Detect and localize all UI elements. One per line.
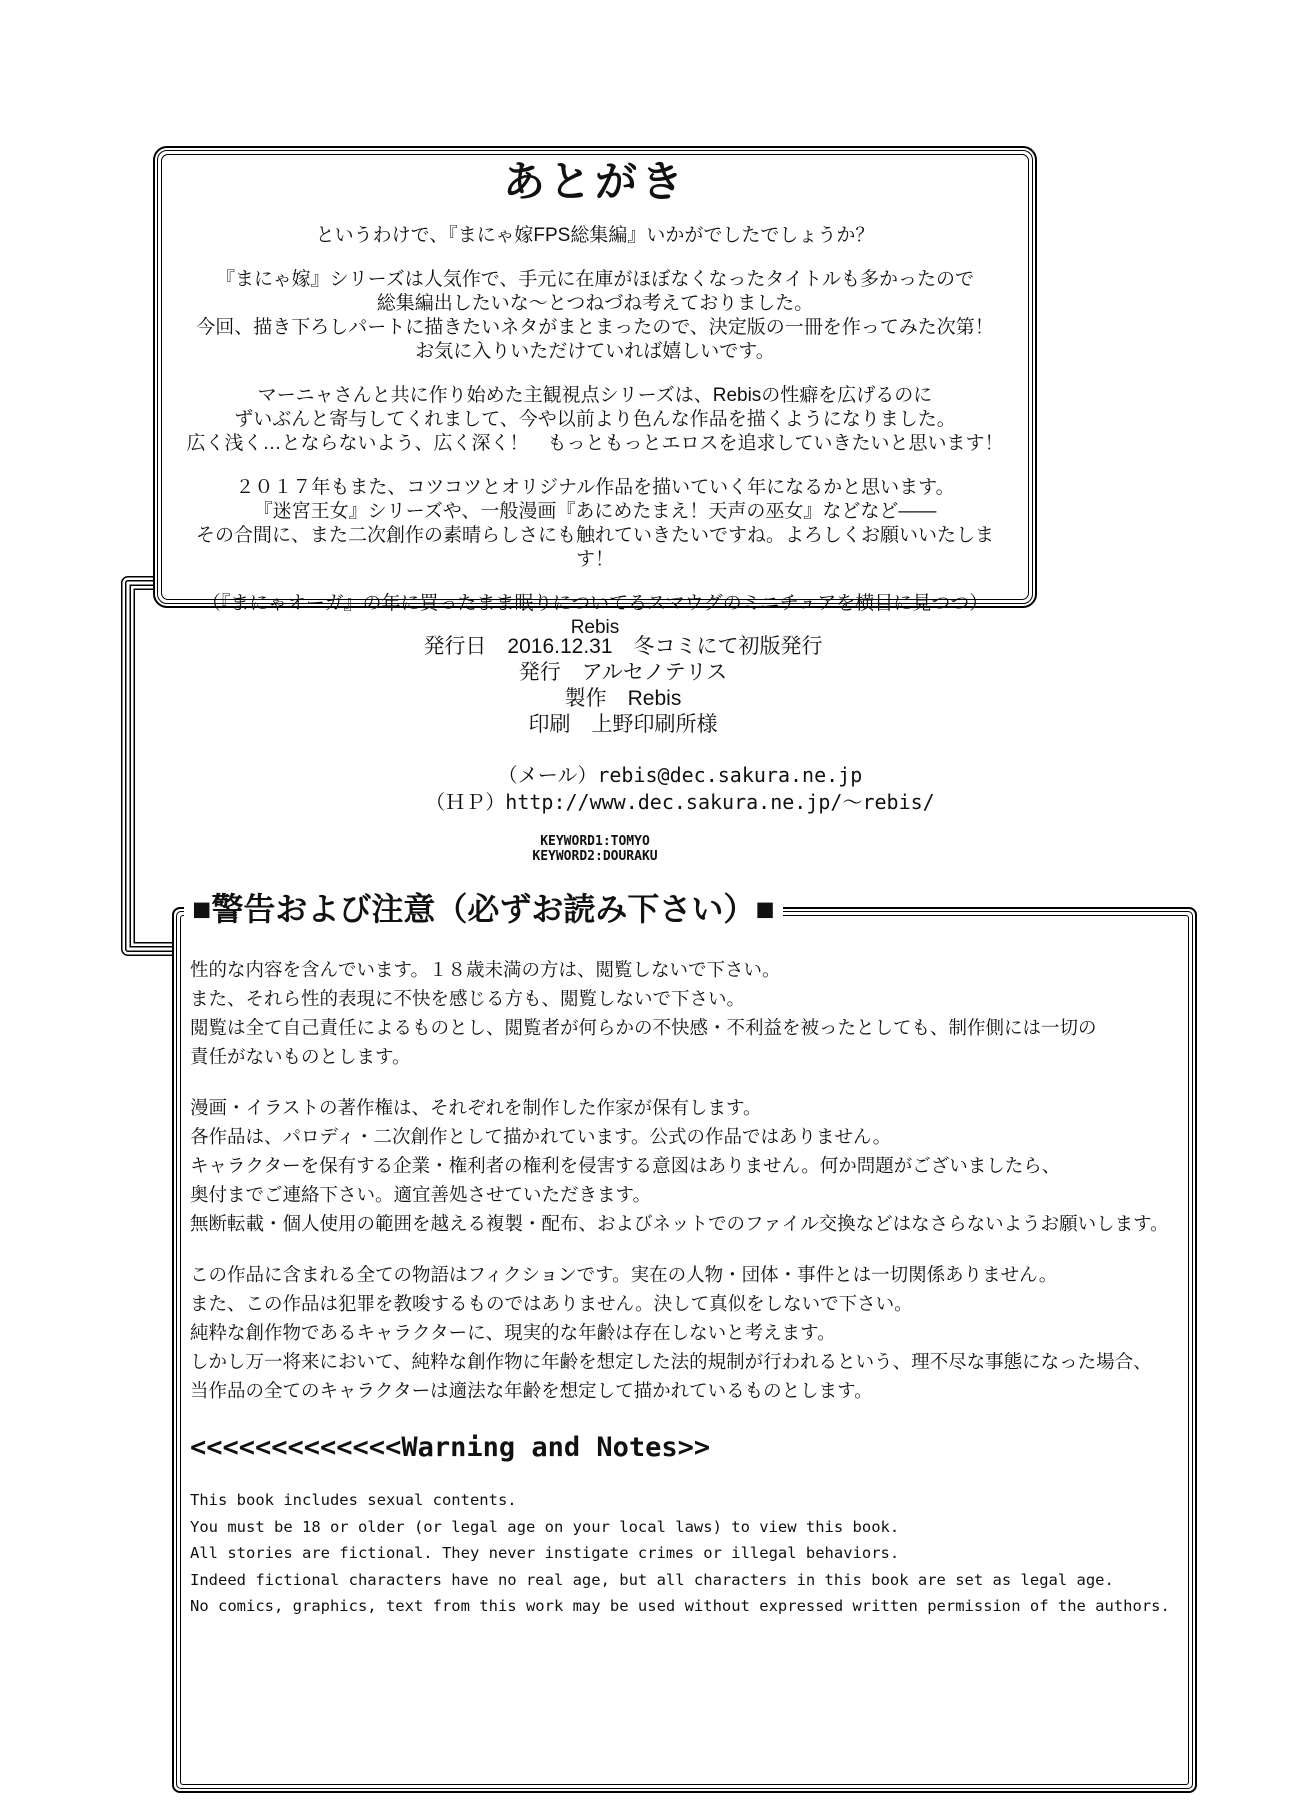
warning-en-line: All stories are fictional. They never instigate crimes or illegal behaviors. [190, 1544, 900, 1562]
warning-en-line: Indeed fictional characters have no real age, but all characters in this book are set as legal age. [190, 1570, 1114, 1589]
warning-line: 無断転載・個人使用の範囲を越える複製・配布、およびネットでのファイル交換などはなさらないようお願いします。 [190, 1213, 1169, 1234]
colophon [153, 634, 1037, 864]
keyword-line: KEYWORD1:TOMYO [540, 834, 650, 849]
warning-paragraph [190, 955, 1183, 1071]
warning-line: 純粋な創作物であるキャラクターに、現実的な年齢は存在しないと考えます。 [190, 1322, 836, 1343]
warning-box [172, 891, 1197, 1793]
warning-line: また、それら性的表現に不快を感じる方も、閲覧しないで下さい。 [190, 988, 746, 1009]
afterword-line: というわけで、『まにゃ嫁FPS総集編』いかがでしたでしょうか？ [315, 225, 875, 246]
afterword-paragraph [179, 224, 1011, 248]
afterword-line: ずいぶんと寄与してくれまして、今や以前より色んな作品を描くようになりました。 [234, 409, 956, 430]
warning-line: この作品に含まれる全ての物語はフィクションです。実在の人物・団体・事件とは一切関係ありません。 [190, 1264, 1058, 1285]
warning-en-line: No comics, graphics, text from this work may be used without expressed written permission of the authors. [190, 1597, 1170, 1615]
warning-line: キャラクターを保有する企業・権利者の権利を侵害する意図はありません。何か問題がございましたら、 [190, 1155, 1061, 1176]
printer-line: 印刷 上野印刷所様 [528, 713, 718, 736]
production-line: 製作 Rebis [564, 687, 682, 710]
afterword-line: 『まにゃ嫁』シリーズは人気作で、手元に在庫がほぼなくなったタイトルも多かったので [216, 269, 974, 290]
afterword-line: マーニャさんと共に作り始めた主観視点シリーズは、Rebisの性癖を広げるのに [257, 385, 933, 406]
afterword-line: 総集編出したいな〜とつねづね考えておりました。 [376, 293, 814, 314]
warning-line: 各作品は、パロディ・二次創作として描かれています。公式の作品ではありません。 [190, 1126, 892, 1147]
publication-date-line: 発行日 2016.12.31 冬コミにて初版発行 [423, 635, 823, 658]
keyword-line: KEYWORD2:DOURAKU [532, 849, 658, 864]
warning-line: 閲覧は全て自己責任によるものとし、閲覧者が何らかの不快感・不利益を被ったとしても、制作側には一切の [190, 1017, 1097, 1038]
warning-line: 性的な内容を含んでいます。１８歳未満の方は、閲覧しないで下さい。 [190, 959, 781, 980]
warning-line: また、この作品は犯罪を教唆するものではありません。決して真似をしないで下さい。 [190, 1293, 913, 1314]
afterword-line: 今回、描き下ろしパートに描きたいネタがまとまったので、決定版の一冊を作ってみた次第！ [196, 317, 994, 338]
warning-line: しかし万一将来において、純粋な創作物に年齢を想定した法的規制が行われるという、理不尽な事態になった場合、 [190, 1351, 1152, 1372]
afterword-line: 広く浅く…とならないよう、広く深く！ もっともっとエロスを追求していきたいと思います！ [186, 433, 1004, 454]
afterword-paragraph [179, 592, 1011, 640]
warning-paragraph [190, 1093, 1183, 1238]
publisher-line: 発行 アルセノテリス [518, 661, 728, 684]
afterword-paragraph [179, 476, 1011, 572]
publication-info [181, 634, 1065, 738]
keywords [153, 834, 1037, 864]
warning-body [174, 909, 1195, 1620]
warning-line: 奥付までご連絡下さい。適宜善処させていただきます。 [190, 1184, 652, 1205]
afterword-paragraph [179, 384, 1011, 456]
afterword-box [153, 146, 1037, 638]
afterword-signature-line: （『まにゃオーガ』の年に買ったまま眠りについてるスマウグのミニチュアを横目に見つつ）Rebis [201, 593, 989, 638]
warning-en-paragraph [190, 1487, 1183, 1620]
contact-homepage-line: （ＨＰ）http://www.dec.sakura.ne.jp/～rebis/ [425, 790, 935, 814]
warning-en-line: You must be 18 or older (or legal age on your local laws) to view this book. [190, 1517, 900, 1536]
afterword-line: その合間に、また二次創作の素晴らしさにも触れていきたいですね。よろしくお願いいたします！ [195, 525, 994, 570]
afterword-paragraph [179, 268, 1011, 364]
warning-paragraph [190, 1260, 1183, 1405]
warning-line: 漫画・イラストの著作権は、それぞれを制作した作家が保有します。 [190, 1097, 762, 1118]
contact-email-line: （メール）rebis@dec.sakura.ne.jp [497, 763, 863, 787]
afterword-line: ２０１７年もまた、コツコツとオリジナル作品を描いていく年になるかと思います。 [235, 477, 955, 498]
warning-en-heading: <<<<<<<<<<<<<Warning and Notes>> [190, 1432, 711, 1463]
afterword-title: あとがき [502, 158, 687, 205]
warning-en-line: This book includes sexual contents. [190, 1491, 517, 1509]
contact-info [238, 762, 1122, 816]
warning-line: 責任がないものとします。 [190, 1046, 411, 1067]
afterword-line: お気に入りいただけていれば嬉しいです。 [415, 341, 775, 362]
warning-heading: ■警告および注意（必ずお読み下さい）■ [184, 888, 783, 930]
afterword-line: 『迷宮王女』シリーズや、一般漫画『あにめたまえ！天声の巫女』などなど―― [253, 501, 937, 522]
warning-line: 当作品の全てのキャラクターは適法な年齢を想定して描かれているものとします。 [190, 1380, 873, 1401]
